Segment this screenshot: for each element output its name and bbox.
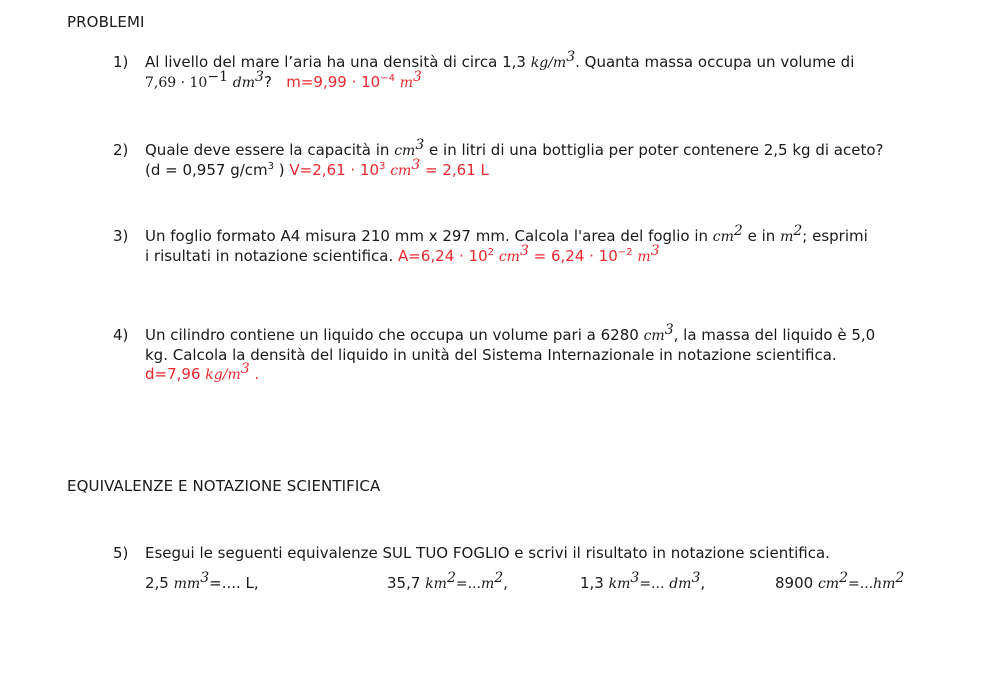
equivalence-2: 35,7 $km^2=...m^2$, [387,570,508,592]
problem-number: 1) [113,53,129,71]
unit: kg/m [530,55,567,71]
problem-text: kg. Calcola la densità del liquido in unità del Sistema Internazionale in notazione scientifica. [145,346,837,364]
problem-text: Esegui le seguenti equivalenze SUL TUO FOGLIO e scrivi il risultato in notazione scientifica. [145,544,830,562]
problem-number: 4) [113,326,129,344]
problem-text: e in litri di una bottiglia per poter contenere 2,5 kg di aceto? [429,141,884,159]
problem-text: Al livello del mare l’aria ha una densità di circa 1,3 [145,53,526,71]
problem-text: Un cilindro contiene un liquido che occupa un volume pari a 6280 [145,326,639,344]
problem-4 [113,322,953,385]
problem-text: e in [747,227,776,245]
problem-text: Un foglio formato A4 misura 210 mm x 297 mm. Calcola l'area del foglio in [145,227,709,245]
answer: $A=6,24 \cdot 10^2$ $cm^3 = 6,24 \cdot 10^{-2}$ $m^3$ [398,243,660,265]
unit-exponent: 3 [566,49,576,65]
unit: m [780,229,794,245]
section-title-equivalenze: EQUIVALENZE E NOTAZIONE SCIENTIFICA [67,477,381,495]
problem-text: , la massa del liquido è 5,0 [673,326,876,344]
density-given: (d = 0,957 g/cm [145,161,268,179]
density-exponent: 3 [267,161,274,172]
unit-exponent: 2 [733,223,743,239]
volume-unit: dm [232,75,256,91]
problem-text: . Quanta massa occupa un volume di [575,53,855,71]
equivalence-3: 1,3 $km^3=$... $dm^3$, [580,570,706,592]
unit-exponent: 3 [415,137,425,153]
answer: $m=9,99 \cdot 10^{-4}$ $m^3$ [286,69,422,91]
answer: $V=2,61 \cdot 10^3$ $cm^3 = 2,61$ L [289,157,489,179]
problem-3 [113,223,953,267]
problem-number: 5) [113,544,129,562]
section-title-problemi: PROBLEMI [67,13,145,31]
unit-exponent: 2 [793,223,803,239]
volume-unit-exponent: 3 [255,69,264,85]
unit: cm [712,229,734,245]
volume-value: 7,69 · 10 [145,75,208,91]
equivalence-1: 2,5 $mm^3=$.... L, [145,570,259,592]
problem-5 [113,544,953,563]
problem-1 [113,49,953,93]
problem-text: i risultati in notazione scientifica. [145,247,394,265]
unit: cm [394,143,416,159]
problem-2 [113,137,953,181]
answer: d=7,96 $kg/m^3$ . [145,361,260,383]
unit-exponent: 3 [664,322,674,338]
equivalence-4: 8900 $cm^2=...hm^2$ [775,570,905,592]
problem-text: ; esprimi [802,227,868,245]
problem-number: 2) [113,141,129,159]
problem-number: 3) [113,227,129,245]
density-close: ) [278,161,285,179]
unit: cm [643,328,665,344]
volume-exponent: −1 [207,69,228,85]
problem-text: ? [263,73,272,91]
problem-text: Quale deve essere la capacità in [145,141,390,159]
